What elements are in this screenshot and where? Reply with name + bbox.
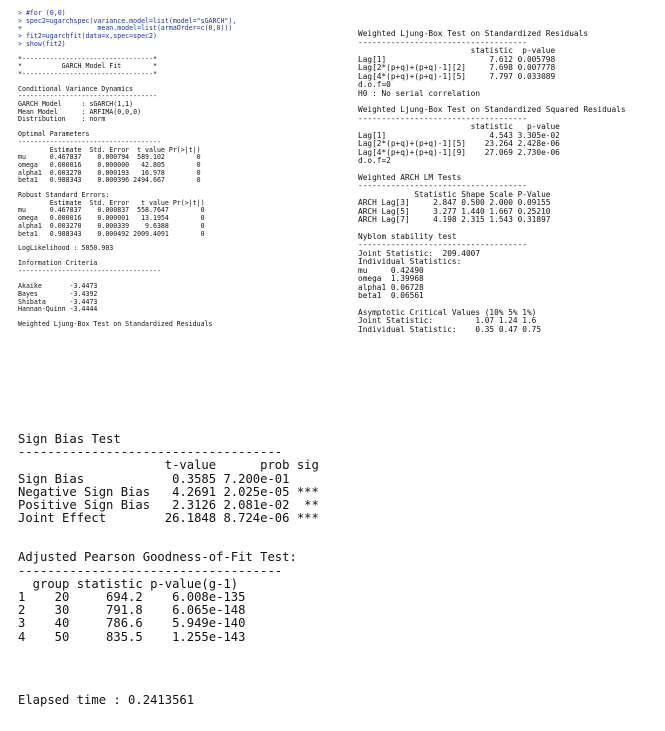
sign-bias-table: Sign Bias Test ------------------------------------ t-value prob sig Sign Bias 0.3585 7.200e-01 Negative Sign Bias 4.2691 2.025e-05 *** Positive Sign Bias 2.3126 2.081e-02 ** Joint Effect 26.1848 8.724e-06 *** — [18, 432, 319, 526]
ljung-box-squared-table: Weighted Ljung-Box Test on Standardized Squared Residuals ------------------------------------ statistic p-value Lag[1] 4.543 3.305e-02 Lag[2*(p+q)+(p+q)-1][5] 23.264 2.428e-06 Lag[4*(p+q)+(p+q)-1][9] 27.069 2.730e-06 d.o.f=2 — [358, 105, 626, 165]
ljung-box-heading: Weighted Ljung-Box Test on Standardized Residuals — [18, 319, 213, 328]
command-line: > spec2=ugarchspec(variance.model=list(model="sGARCH"), — [18, 16, 237, 25]
elapsed-time: Elapsed time : 0.2413561 — [18, 693, 195, 707]
information-criteria-table: Information Criteria ------------------------------------ Akaike -3.4473 Bayes -3.4392 Shibata -3.4473 Hannan-Quinn -3.4444 — [18, 258, 161, 314]
arch-lm-table: Weighted ARCH LM Tests ------------------------------------ Statistic Shape Scale P-Value ARCH Lag[3] 2.847 0.500 2.000 0.09155 ARCH Lag[5] 3.277 1.440 1.667 0.25210 ARCH Lag[7] 4.198 2.315 1.543 0.31897 — [358, 172, 551, 224]
ljung-box-residuals-table: Weighted Ljung-Box Test on Standardized Residuals ------------------------------------ statistic p-value Lag[1] 7.612 0.005798 Lag[2*(p+q)+(p+q)-1][2] 7.698 0.007778 Lag[4*(p+q)+(p+q)-1][5] 7.797 0.033089 d.o.f=0 H0 : No serial correlation — [358, 29, 589, 98]
console-bottom-panel — [18, 433, 319, 644]
nyblom-stability-section: Nyblom stability test ------------------------------------ Joint Statistic: 209.4007 Individual Statistics: mu 0.42490 omega 1.39968 alpha1 0.06728 beta1 0.06561 — [358, 231, 527, 300]
optimal-parameters-table: Optimal Parameters ------------------------------------ Estimate Std. Error t value Pr(>|t|) mu 0.467837 0.000794 589.102 0 omega 0.000016 0.000000 42.805 0 alpha1 0.003270 0.000193 16.978 0 beta1 0.988343 0.000396 2494.667 0 — [18, 130, 201, 185]
loglikelihood-value: LogLikelihood : 5050.903 — [18, 244, 114, 253]
command-line: + mean.model=list(armaOrder=c(0,0))) — [18, 24, 233, 33]
critical-values-section: Asymptotic Critical Values (10% 5% 1%) Joint Statistic: 1.07 1.24 1.6 Individual Statistic: 0.35 0.47 0.75 — [358, 307, 542, 334]
robust-errors-table: Robust Standard Errors: Estimate Std. Error t value Pr(>|t|) mu 0.467837 0.000837 558.7647 0 omega 0.000016 0.000001 13.1954 0 alpha1 0.003270 0.000339 9.6388 0 beta1 0.988343 0.000492 2009.4091 0 — [18, 191, 205, 238]
console-right-panel — [358, 30, 626, 334]
command-line: > fit2=ugarchfit(data=x,spec=spec2) — [18, 32, 157, 41]
garch-fit-header: *---------------------------------* * GARCH Model Fit * *---------------------------------* — [18, 54, 157, 78]
command-line: > #for (0,0) — [18, 9, 66, 17]
conditional-variance-section: Conditional Variance Dynamics ----------------------------------- GARCH Model : sGARCH(1,1) Mean Model : ARFIMA(0,0,0) Distribution : norm — [18, 84, 157, 124]
command-line: > show(fit2) — [18, 39, 66, 48]
pearson-goodness-of-fit-table: Adjusted Pearson Goodness-of-Fit Test: ------------------------------------ group statistic p-value(g-1) 1 20 694.2 6.008e-135 2 30 791.8 6.065e-148 3 40 786.6 5.949e-140 4 50 835.5 1.255e-143 — [18, 550, 297, 644]
console-left-panel — [18, 10, 236, 329]
